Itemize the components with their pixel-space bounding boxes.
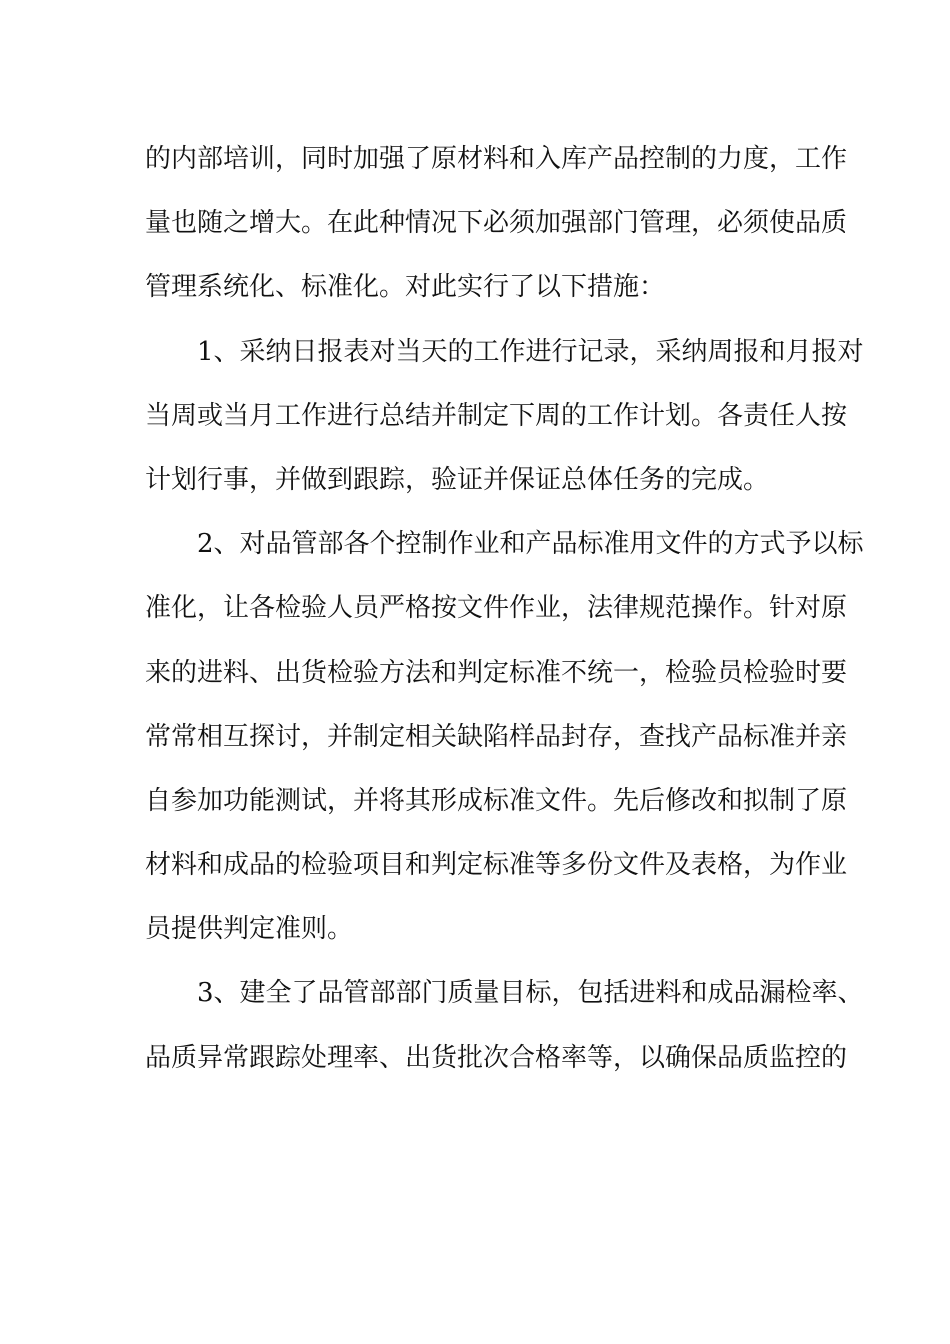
text-line: 当周或当月工作进行总结并制定下周的工作计划。各责任人按: [145, 400, 848, 431]
text-line: 品质异常跟踪处理率、出货批次合格率等，以确保品质监控的: [145, 1042, 848, 1073]
text-line: 材料和成品的检验项目和判定标准等多份文件及表格，为作业: [145, 850, 848, 881]
text-line: 量也随之增大。在此种情况下必须加强部门管理，必须使品质: [145, 208, 848, 239]
text-line: 来的进料、出货检验方法和判定标准不统一，检验员检验时要: [145, 657, 848, 688]
text-line: 管理系统化、标准化。对此实行了以下措施：: [145, 272, 666, 303]
list-item-2-line: 2、对品管部各个控制作业和产品标准用文件的方式予以标: [197, 529, 864, 560]
list-item-3-line: 3、建全了品管部部门质量目标，包括进料和成品漏检率、: [197, 978, 864, 1009]
text-line: 常常相互探讨，并制定相关缺陷样品封存，查找产品标准并亲: [145, 721, 848, 752]
text-line: 员提供判定准则。: [145, 914, 354, 945]
body-text: [145, 127, 864, 1090]
text-line: 的内部培训，同时加强了原材料和入库产品控制的力度，工作: [145, 144, 848, 174]
text-line: 计划行事，并做到跟踪，验证并保证总体任务的完成。: [145, 464, 770, 495]
text-line: 自参加功能测试，并将其形成标准文件。先后修改和拟制了原: [145, 785, 848, 816]
text-line: 准化，让各检验人员严格按文件作业，法律规范操作。针对原: [145, 593, 848, 624]
list-item-1-line: 1、采纳日报表对当天的工作进行记录，采纳周报和月报对: [197, 336, 864, 367]
